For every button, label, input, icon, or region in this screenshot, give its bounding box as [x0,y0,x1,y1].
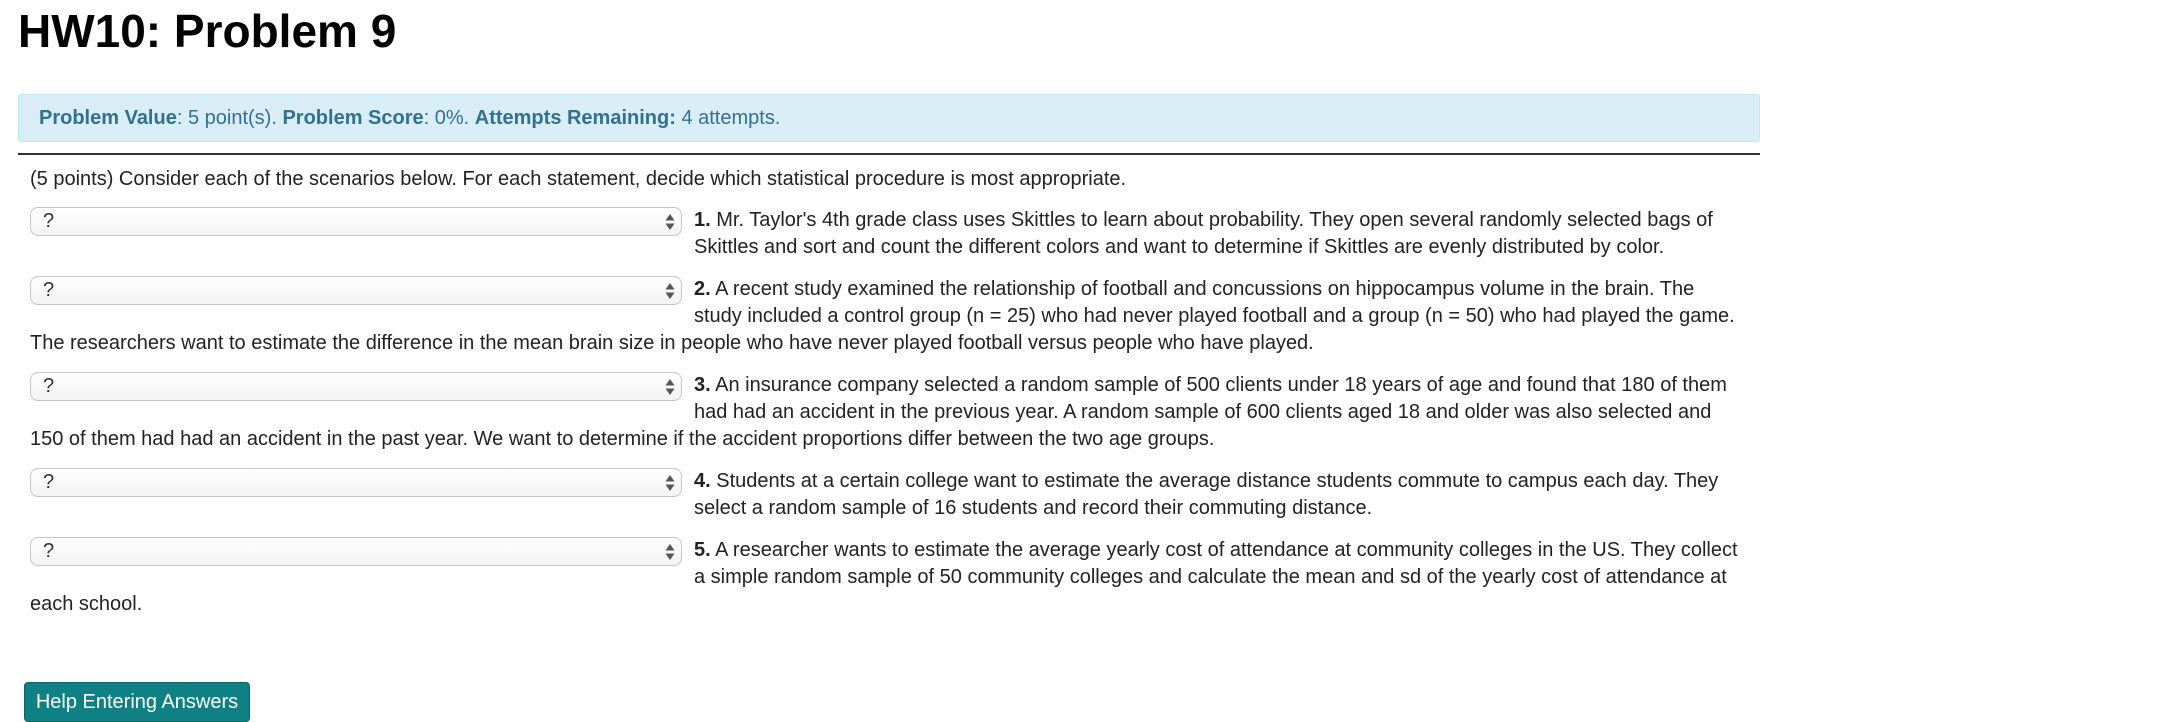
question-5 [30,537,1742,618]
select-arrows-icon [664,281,676,301]
select-arrows-icon [664,542,676,562]
question-text: Mr. Taylor's 4th grade class uses Skittles to learn about probability. They open several randomly selected bags of Skittles and sort and count the different colors and want to determine if Skittles are evenly distributed by color. [694,209,1713,258]
question-1 [30,207,1742,261]
question-text: Students at a certain college want to estimate the average distance students commute to campus each day. They select a random sample of 16 students and record their commuting distance. [694,470,1719,519]
problem-score-label: Problem Score [282,107,424,129]
question-number: 1. [694,209,711,231]
answer-select-value: ? [43,210,55,232]
answer-select-5[interactable] [30,537,682,566]
problem-score-text: : 0%. [423,107,475,129]
answer-select-3[interactable] [30,372,682,401]
problem-body [18,156,1760,651]
answer-select-value: ? [43,279,55,301]
answer-select-value: ? [43,540,55,562]
question-2 [30,276,1742,357]
answer-select-1[interactable] [30,207,682,236]
problem-value-label: Problem Value [39,107,177,129]
select-arrows-icon [664,473,676,493]
question-text: A recent study examined the relationship of football and concussions on hippocampus volume in the brain. The study included a control group (n = 25) who had never played football and a group (n = 50) who had played the game. The researchers want to estimate the difference in the mean brain size in people who have never played football versus people who have played. [30,278,1735,354]
answer-select-value: ? [43,471,55,493]
answer-select-2[interactable] [30,276,682,305]
problem-intro: (5 points) Consider each of the scenarios below. For each statement, decide which statistical procedure is most appropriate. [30,168,1127,190]
select-arrows-icon [664,377,676,397]
attempts-remaining-text: 4 attempts. [675,107,781,129]
help-entering-answers-button[interactable]: Help Entering Answers [24,682,250,722]
question-4 [30,468,1742,522]
answer-select-4[interactable] [30,468,682,497]
question-number: 5. [694,539,711,561]
answer-select-value: ? [43,375,55,397]
question-number: 4. [694,470,711,492]
page-title: HW10: Problem 9 [18,5,397,57]
question-3 [30,372,1742,453]
question-number: 3. [694,374,711,396]
question-text: A researcher wants to estimate the average yearly cost of attendance at community colleges in the US. They collect a simple random sample of 50 community colleges and calculate the mean and sd of the yearly cost of attendance at each school. [30,539,1738,615]
select-arrows-icon [664,212,676,232]
problem-info-box [18,94,1760,142]
problem-value-text: : 5 point(s). [176,107,283,129]
attempts-remaining-label: Attempts Remaining: [474,107,676,129]
question-text: An insurance company selected a random sample of 500 clients under 18 years of age and found that 180 of them had had an accident in the previous year. A random sample of 600 clients aged 18 and older was also selected and 150 of them had had an accident in the past year. We want to determine if the accident proportions differ between the two age groups. [30,374,1727,450]
divider [18,153,1760,155]
question-number: 2. [694,278,711,300]
